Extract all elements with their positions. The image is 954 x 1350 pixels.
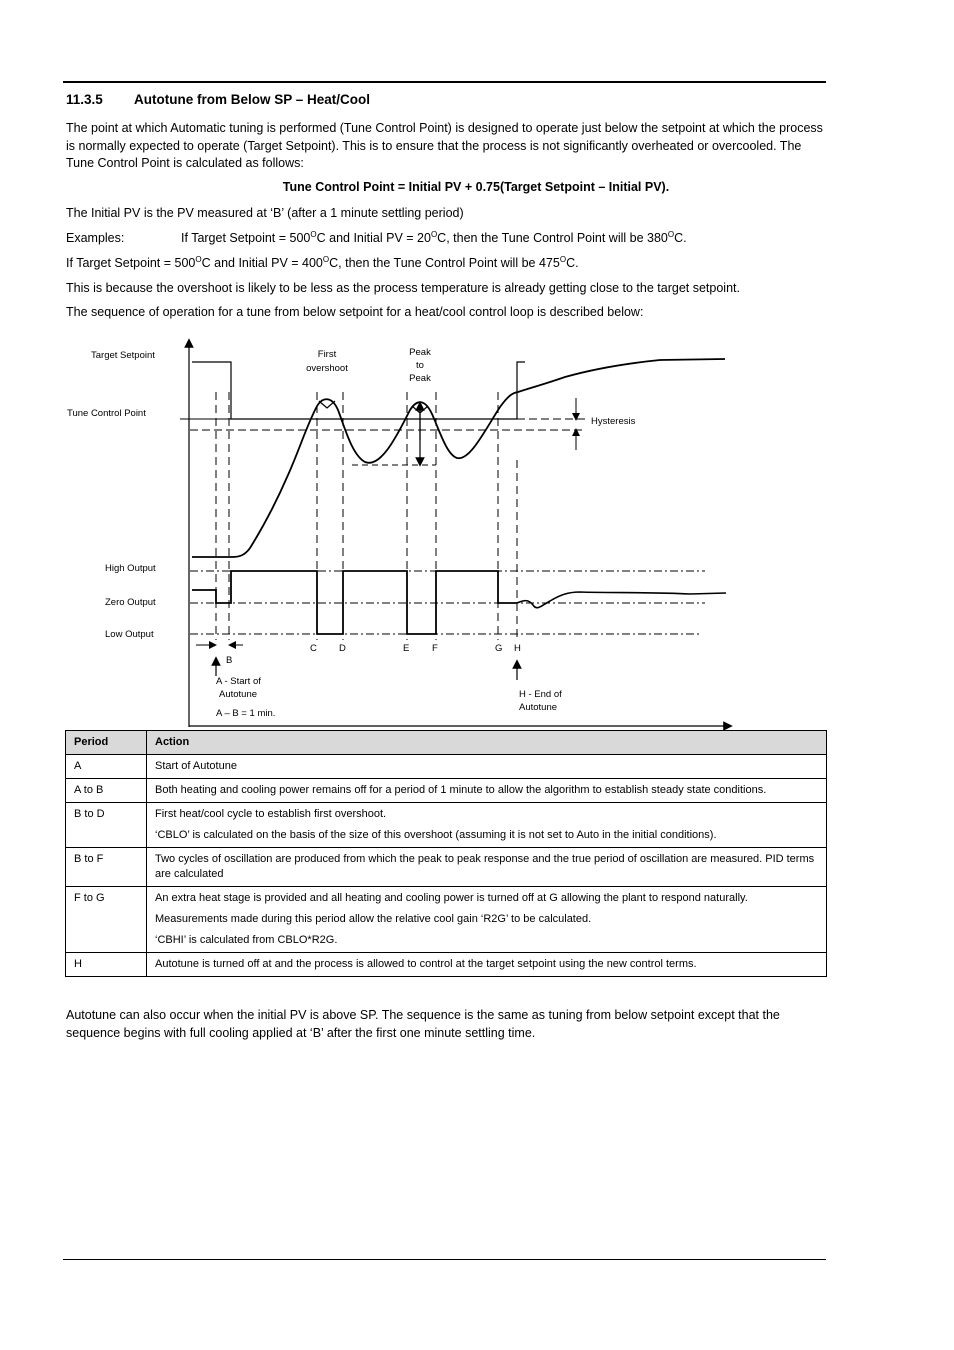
start-label-2: Autotune: [219, 689, 258, 700]
table-row: [66, 848, 827, 887]
start-label-1: A - Start of: [216, 676, 261, 687]
action-cell: Start of Autotune: [147, 755, 827, 779]
first-overshoot-label-2: overshoot: [306, 363, 348, 374]
example-2: If Target Setpoint = $500^OC$ and Initial PV = $400^OC$, then the Tune Control Point will be $475^OC$.: [66, 254, 579, 270]
table-row: [66, 887, 827, 953]
action-cell: An extra heat stage is provided and all heating and cooling power is turned off at G allowing the plant to respond naturally. Measurements made during this period allow the relative cool gain ‘R2G’ to be calculated. ‘CBHI’ is calculated from CBLO*R2G.: [147, 887, 827, 953]
period-cell: A: [66, 755, 147, 779]
example-1: Examples: If Target Setpoint = $500^OC$ and Initial PV = $20^OC$, then the Tune Control Point will be $380^OC$.: [66, 230, 826, 248]
action-cell: Both heating and cooling power remains off for a period of 1 minute to allow the algorithm to establish steady state conditions.: [147, 779, 827, 803]
label-g: G: [495, 643, 503, 654]
closing-paragraph: Autotune can also occur when the initial PV is above SP. The sequence is the same as tuning from below setpoint except that the sequence begins with full cooling applied at ‘B’ after the first one minute settling time.: [66, 1008, 780, 1040]
period-header: Period: [66, 731, 147, 755]
end-label-1: H - End of: [519, 689, 562, 700]
label-b: B: [226, 655, 233, 666]
formula: Tune Control Point = Initial PV + 0.75(Target Setpoint – Initial PV).: [282, 180, 670, 194]
peak-label-2: to: [416, 360, 424, 371]
peak-label-3: Peak: [409, 373, 431, 384]
table-row: [66, 953, 827, 977]
tune-control-point-label: Tune Control Point: [67, 408, 146, 419]
top-rule: [63, 81, 826, 83]
period-cell: B to F: [66, 848, 147, 887]
a-b-label: A – B = 1 min.: [216, 708, 276, 719]
initial-pv-paragraph: The Initial PV is the PV measured at ‘B’ (after a 1 minute settling period): [66, 206, 464, 220]
table-row: [66, 779, 827, 803]
label-e: E: [403, 643, 410, 654]
action-header: Action: [147, 731, 827, 755]
table-row: [66, 755, 827, 779]
sequence-paragraph: The sequence of operation for a tune from below setpoint for a heat/cool control loop is described below:: [66, 305, 644, 319]
bottom-rule: [63, 1259, 826, 1260]
intro-paragraph: The point at which Automatic tuning is performed (Tune Control Point) is designed to operate just below the setpoint at which the process is normally expected to operate (Target Setpoint). This is to ensure that the process is not significantly overheated or overcooled. The Tune Control Point is calculated as follows:: [66, 121, 823, 170]
label-f: F: [432, 643, 438, 654]
because-paragraph: This is because the overshoot is likely to be less as the process temperature is already getting close to the target setpoint.: [66, 281, 740, 295]
period-cell: B to D: [66, 803, 147, 848]
table-header-row: [66, 731, 827, 755]
hysteresis-label: Hysteresis: [591, 416, 636, 427]
target-setpoint-label: Target Setpoint: [91, 350, 155, 361]
period-cell: A to B: [66, 779, 147, 803]
first-overshoot-label-1: First: [317, 349, 337, 360]
period-cell: H: [66, 953, 147, 977]
zero-output-label: Zero Output: [105, 597, 156, 608]
label-h: H: [514, 643, 521, 654]
autotune-diagram: [0, 330, 954, 730]
operation-table: [65, 730, 827, 977]
label-d: D: [339, 643, 346, 654]
end-label-2: Autotune: [519, 702, 558, 713]
pv-trace: [192, 359, 725, 557]
table-row: [66, 803, 827, 848]
high-output-label: High Output: [105, 563, 156, 574]
setpoint-trace: [192, 362, 525, 419]
section-title: Autotune from Below SP – Heat/Cool: [134, 92, 371, 107]
low-output-label: Low Output: [105, 629, 154, 640]
action-cell: Autotune is turned off at and the process is allowed to control at the target setpoint using the new control terms.: [147, 953, 827, 977]
section-heading: [66, 92, 370, 107]
action-cell: Two cycles of oscillation are produced from which the peak to peak response and the true period of oscillation are measured. PID terms are calculated: [147, 848, 827, 887]
peak-label-1: Peak: [409, 347, 431, 358]
period-cell: F to G: [66, 887, 147, 953]
action-cell: First heat/cool cycle to establish first overshoot. ‘CBLO’ is calculated on the basis of the size of this overshoot (assuming it is not set to Auto in the initial conditions).: [147, 803, 827, 848]
label-c: C: [310, 643, 317, 654]
examples-label: Examples:: [66, 231, 125, 245]
section-number: 11.3.5: [66, 92, 103, 107]
